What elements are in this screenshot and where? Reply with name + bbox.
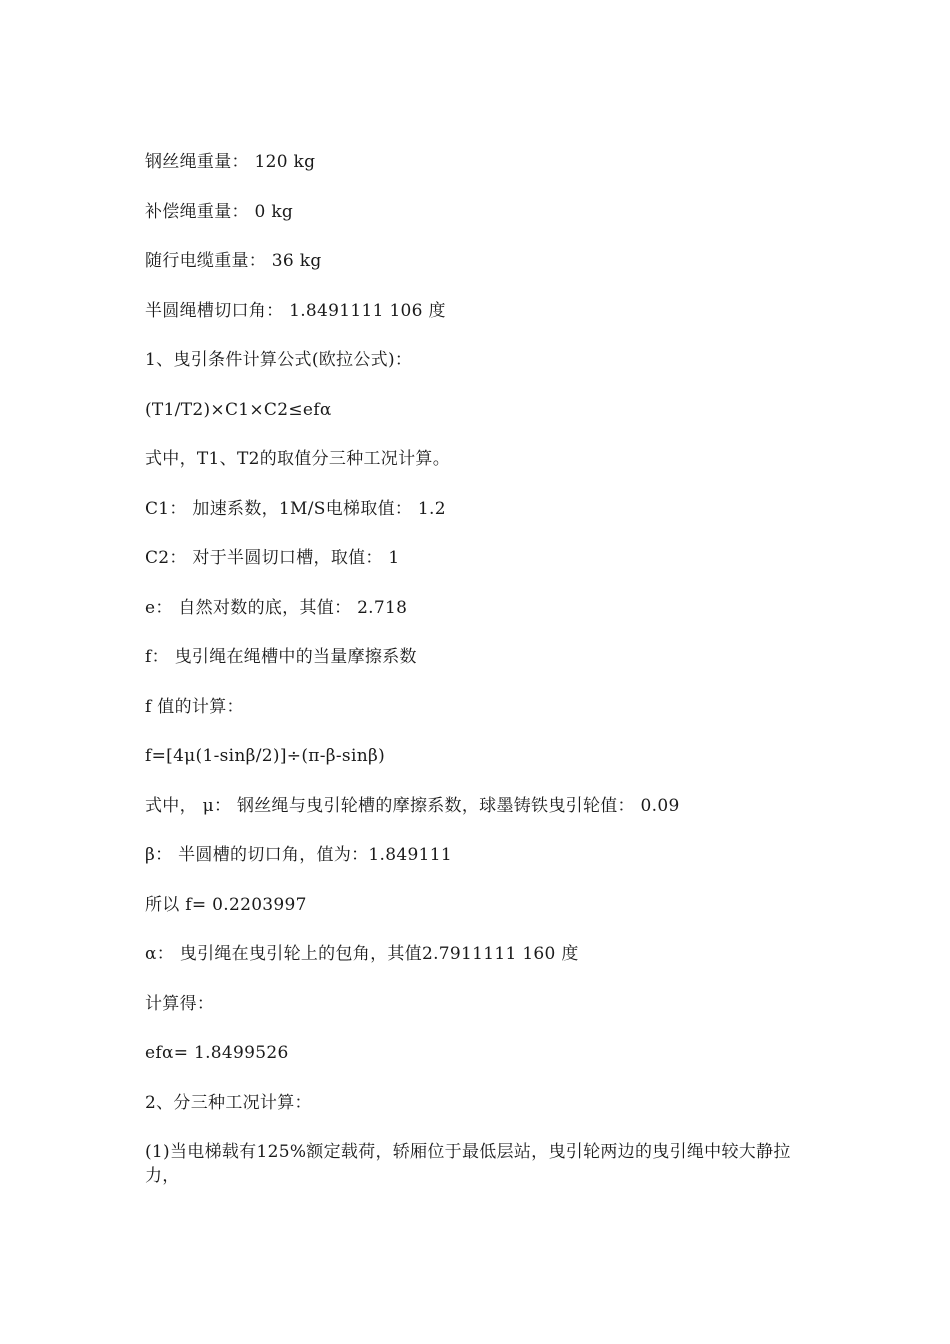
ef-alpha-result: efα= 1.8499526 [145, 1043, 289, 1063]
compensation-rope-weight-line: 补偿绳重量： 0 kg [145, 201, 294, 222]
section-1-heading: 1、曳引条件计算公式(欧拉公式)： [145, 350, 413, 370]
section-2-heading: 2、分三种工况计算： [145, 1092, 312, 1113]
travel-cable-weight-line: 随行电缆重量： 36 kg [145, 251, 322, 271]
c1-definition: C1： 加速系数，1M/S电梯取值： 1.2 [145, 498, 446, 519]
mu-definition: 式中， μ： 钢丝绳与曳引轮槽的摩擦系数，球墨铸铁曳引轮值： 0.09 [145, 795, 680, 816]
f-definition: f： 曳引绳在绳槽中的当量摩擦系数 [145, 647, 417, 667]
steel-rope-weight-line: 钢丝绳重量： 120 kg [145, 152, 316, 172]
e-definition: e： 自然对数的底，其值： 2.718 [145, 597, 408, 618]
calc-result-heading: 计算得： [145, 993, 215, 1014]
f-formula: f=[4μ(1-sinβ/2)]÷(π-β-sinβ) [145, 746, 386, 766]
f-result: 所以 f= 0.2203997 [145, 894, 307, 915]
c2-definition: C2： 对于半圆切口槽，取值： 1 [145, 548, 400, 568]
groove-cut-angle-line: 半圆绳槽切口角： 1.8491111 106 度 [145, 300, 446, 321]
alpha-definition: α： 曳引绳在曳引轮上的包角，其值2.7911111 160 度 [145, 944, 579, 964]
document-body [145, 150, 805, 1188]
case-1-paragraph: (1)当电梯载有125%额定载荷，轿厢位于最低层站，曳引轮两边的曳引绳中较大静拉力， [145, 1142, 791, 1186]
euler-formula: (T1/T2)×C1×C2≤efα [145, 399, 332, 420]
t1-t2-note: 式中，T1、T2的取值分三种工况计算。 [145, 449, 451, 469]
beta-definition: β： 半圆槽的切口角，值为：1.849111 [145, 845, 452, 865]
f-calc-heading: f 值的计算： [145, 696, 244, 717]
